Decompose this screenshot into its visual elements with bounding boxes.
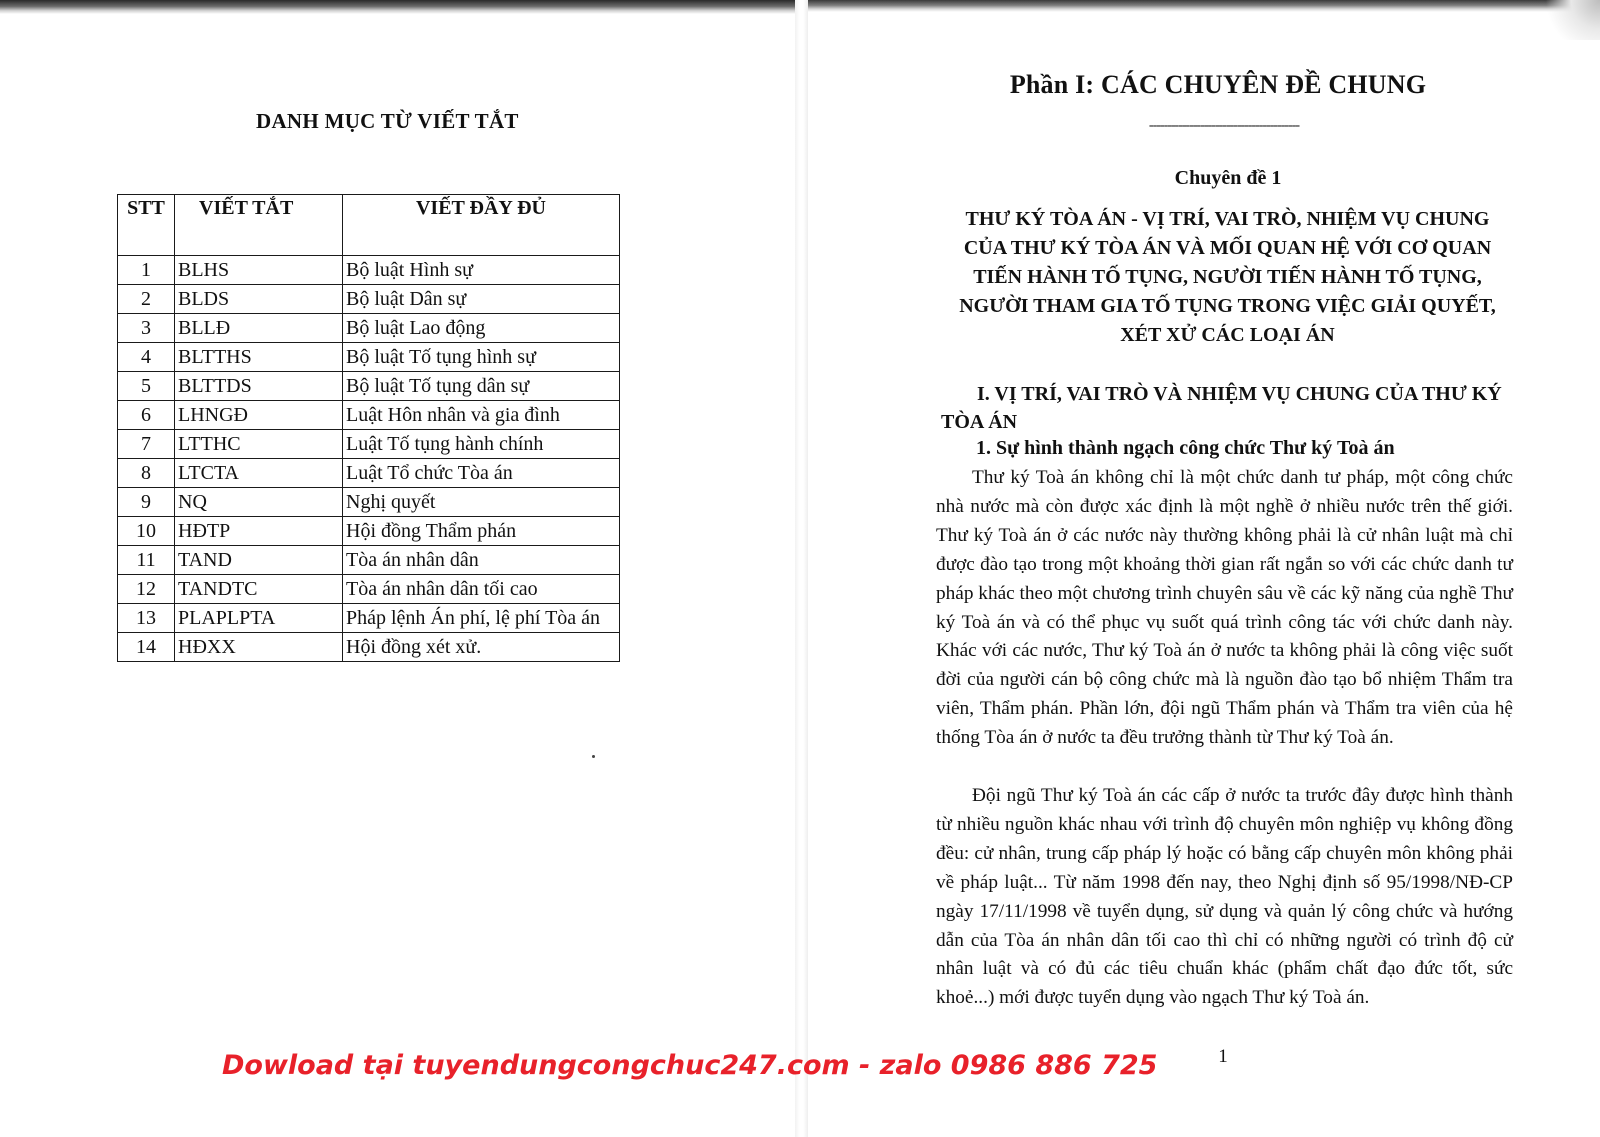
row-abbreviation: BLTTHS (175, 343, 343, 372)
download-watermark: Dowload tại tuyendungcongchuc247.com - zalo 0986 886 725 (222, 1050, 1158, 1081)
chapter-title-line: THƯ KÝ TÒA ÁN - VỊ TRÍ, VAI TRÒ, NHIỆM VỤ CHUNG (965, 208, 1490, 230)
page-number: 1 (1218, 1046, 1228, 1067)
row-full-form: Luật Tố tụng hành chính (343, 430, 620, 459)
row-number: 13 (118, 604, 175, 633)
row-abbreviation: PLAPLPTA (175, 604, 343, 633)
row-full-form: Bộ luật Dân sự (343, 285, 620, 314)
header-full-form: VIẾT ĐẦY ĐỦ (343, 195, 620, 256)
row-number: 14 (118, 633, 175, 662)
table-row (118, 604, 620, 633)
part-divider: ----------------------------------------- (1148, 118, 1300, 133)
part-title: Phần I: CÁC CHUYÊN ĐỀ CHUNG (1009, 70, 1427, 99)
row-full-form: Luật Hôn nhân và gia đình (343, 401, 620, 430)
abbreviation-list-title: DANH MỤC TỪ VIẾT TẮT (256, 109, 519, 133)
left-page (0, 0, 795, 1137)
row-number: 11 (118, 546, 175, 575)
table-row (118, 401, 620, 430)
row-full-form: Bộ luật Lao động (343, 314, 620, 343)
row-number: 6 (118, 401, 175, 430)
row-number: 9 (118, 488, 175, 517)
row-abbreviation: NQ (175, 488, 343, 517)
row-number: 4 (118, 343, 175, 372)
right-page (808, 0, 1600, 1137)
table-row (118, 285, 620, 314)
table-row (118, 256, 620, 285)
table-row (118, 430, 620, 459)
row-abbreviation: TANDTC (175, 575, 343, 604)
section-heading: I. VỊ TRÍ, VAI TRÒ VÀ NHIỆM VỤ CHUNG CỦA THƯ KÝ TÒA ÁN (941, 383, 1502, 433)
table-row (118, 575, 620, 604)
subsection-heading: 1. Sự hình thành ngạch công chức Thư ký Toà án (976, 437, 1395, 459)
row-number: 1 (118, 256, 175, 285)
table-row (118, 546, 620, 575)
chapter-title-line: NGƯỜI THAM GIA TỐ TỤNG TRONG VIỆC GIẢI QUYẾT, (959, 295, 1496, 317)
table-row (118, 517, 620, 546)
table-row (118, 314, 620, 343)
chapter-title-line: TIẾN HÀNH TỐ TỤNG, NGƯỜI TIẾN HÀNH TỐ TỤNG, (973, 266, 1482, 288)
body-paragraph: Đội ngũ Thư ký Toà án các cấp ở nước ta trước đây được hình thành từ nhiều nguồn khác nhau với trình độ chuyên môn nghiệp vụ không đồng đều: cử nhân, trung cấp pháp lý hoặc có bằng cấp chuyên môn không phải về pháp luật... Từ năm 1998 đến nay, theo Nghị định số 95/1998/NĐ-CP ngày 17/11/1998 về tuyển dụng, sử dụng và quản lý công chức và hướng dẫn của Tòa án nhân dân tối cao thì chỉ có những người có trình độ cử nhân luật và có đủ các tiêu chuẩn khác (phẩm chất đạo đức tốt, sức khoẻ...) mới được tuyển dụng vào ngạch Thư ký Toà án. (936, 785, 1513, 1009)
chapter-label: Chuyên đề 1 (1174, 167, 1282, 189)
chapter-title-line: CỦA THƯ KÝ TÒA ÁN VÀ MỐI QUAN HỆ VỚI CƠ QUAN (963, 237, 1492, 259)
row-number: 2 (118, 285, 175, 314)
row-abbreviation: LHNGĐ (175, 401, 343, 430)
table-row (118, 343, 620, 372)
row-full-form: Hội đồng Thẩm phán (343, 517, 620, 546)
table-row (118, 372, 620, 401)
row-full-form: Tòa án nhân dân (343, 546, 620, 575)
row-number: 10 (118, 517, 175, 546)
row-full-form: Nghị quyết (343, 488, 620, 517)
row-abbreviation: LTCTA (175, 459, 343, 488)
row-full-form: Luật Tổ chức Tòa án (343, 459, 620, 488)
chapter-title (930, 205, 1525, 350)
row-abbreviation: HĐXX (175, 633, 343, 662)
row-abbreviation: LTTHC (175, 430, 343, 459)
row-number: 8 (118, 459, 175, 488)
row-abbreviation: BLHS (175, 256, 343, 285)
body-paragraph: Thư ký Toà án không chỉ là một chức danh tư pháp, một công chức nhà nước mà còn được xác định là một nghề ở nhiều nước trên thế giới. Thư ký Toà án ở các nước này thường không phải là cử nhân luật mà chỉ được đào tạo trong một khoảng thời gian rất ngắn so với các chức danh tư pháp khác theo một chương trình chuyên sâu về các kỹ năng của nghề Thư ký Toà án và có thể phục vụ suốt quá trình công tác với chức danh này. Khác với các nước, Thư ký Toà án ở nước ta không phải là công việc suốt đời của người cán bộ công chức mà là nguồn đào tạo bổ nhiệm Thẩm tra viên, Thẩm phán. Phần lớn, đội ngũ Thẩm phán và Thẩm tra viên của hệ thống Tòa án ở nước ta đều trưởng thành từ Thư ký Toà án. (936, 467, 1513, 749)
row-abbreviation: BLTTDS (175, 372, 343, 401)
abbreviation-table (117, 194, 620, 662)
row-full-form: Bộ luật Hình sự (343, 256, 620, 285)
row-abbreviation: BLDS (175, 285, 343, 314)
book-gutter (795, 0, 808, 1137)
row-full-form: Hội đồng xét xử. (343, 633, 620, 662)
row-abbreviation: BLLĐ (175, 314, 343, 343)
row-full-form: Tòa án nhân dân tối cao (343, 575, 620, 604)
table-header-row (118, 195, 620, 256)
header-stt: STT (118, 195, 175, 256)
row-abbreviation: HĐTP (175, 517, 343, 546)
row-number: 3 (118, 314, 175, 343)
row-number: 5 (118, 372, 175, 401)
row-number: 12 (118, 575, 175, 604)
table-row (118, 488, 620, 517)
chapter-title-line: XÉT XỬ CÁC LOẠI ÁN (1120, 324, 1335, 346)
row-full-form: Bộ luật Tố tụng hình sự (343, 343, 620, 372)
row-abbreviation: TAND (175, 546, 343, 575)
table-row (118, 459, 620, 488)
row-number: 7 (118, 430, 175, 459)
scan-speck (592, 755, 595, 758)
row-full-form: Bộ luật Tố tụng dân sự (343, 372, 620, 401)
header-abbreviation: VIẾT TẮT (175, 195, 343, 256)
row-full-form: Pháp lệnh Án phí, lệ phí Tòa án (343, 604, 620, 633)
table-row (118, 633, 620, 662)
